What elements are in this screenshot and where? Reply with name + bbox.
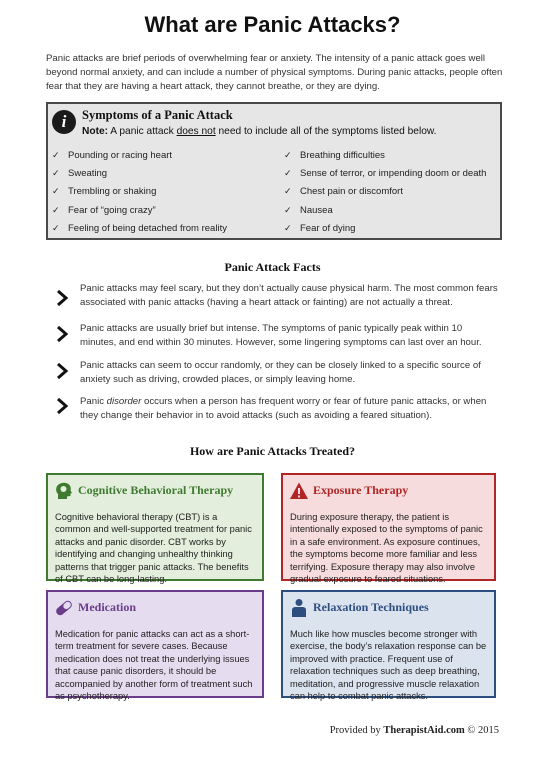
symptom-item: [284, 168, 486, 186]
intro-paragraph: Panic attacks are brief periods of overwhelming fear or anxiety. The intensity of a panic attack goes well beyond normal anxiety, and can include a number of physical symptoms. During panic attacks, people often fear that they are having a heart attack, they cannot breathe, or they are dying.: [46, 53, 503, 92]
symptom-label: Sweating: [68, 168, 108, 180]
symptom-label: Chest pain or discomfort: [300, 186, 403, 198]
fact-text: Panic attacks can seem to occur randomly, or they can be closely linked to a specific source of anxiety such as driving, crowded places, or simply leaving home.: [80, 360, 481, 385]
fact-text: Panic attacks are usually brief but intense. The symptoms of panic typically peak within 10 minutes, and end within 30 minutes. However, some lingering symptoms can last over an hour.: [80, 323, 482, 348]
symptom-item: [284, 223, 486, 241]
fact-item: [80, 395, 500, 423]
treatments-title: How are Panic Attacks Treated?: [189, 444, 356, 458]
fact-text: Panic attacks may feel scary, but they don’t actually cause physical harm. The most common fears associated with panic attacks (having a heart attack or fainting) are not actually a threat.: [80, 283, 498, 308]
symptom-label: Nausea: [300, 204, 333, 216]
symptoms-left-column: [52, 150, 227, 241]
symptom-label: Breathing difficulties: [300, 150, 385, 161]
check-icon: ✓: [284, 222, 292, 233]
fact-text-end: occurs when a person has frequent worry or fear of future panic attacks, or when they change their behavior in to avoid attacks (such as avoiding a feared situation).: [80, 396, 487, 421]
fact-text: Panic: [80, 396, 107, 407]
footer-suffix: © 2015: [464, 725, 499, 736]
cbt-heading: Cognitive Behavioral Therapy: [78, 483, 234, 497]
check-icon: ✓: [284, 186, 292, 197]
check-icon: ✓: [52, 168, 60, 179]
exposure-heading: Exposure Therapy: [313, 483, 409, 497]
warning-icon: [289, 481, 309, 501]
relaxation-heading: Relaxation Techniques: [313, 600, 429, 614]
fact-item: [80, 282, 500, 310]
fact-item: [80, 322, 500, 350]
symptom-label: Feeling of being detached from reality: [68, 222, 227, 234]
footer-brand: TherapistAid.com: [383, 725, 465, 736]
check-icon: ✓: [284, 150, 292, 160]
note-text-end: need to include all of the symptoms listed below.: [215, 126, 437, 137]
chevron-right-icon: [54, 325, 70, 343]
symptoms-box: [46, 102, 502, 240]
symptom-label: Trembling or shaking: [68, 186, 157, 198]
check-icon: ✓: [52, 150, 60, 160]
medication-card: [46, 590, 264, 702]
chevron-right-icon: [54, 397, 70, 415]
exposure-body: During exposure therapy, the patient is intentionally exposed to the symptoms of panic in a safe environment. As exposure continues, the symptoms become more familiar and less terrifying. Exposure therapy may also involve gradual exposure to feared situations.: [290, 512, 483, 585]
check-icon: ✓: [284, 168, 292, 179]
symptom-item: [284, 205, 486, 223]
symptom-label: Pounding or racing heart: [68, 150, 173, 161]
medication-heading: Medication: [78, 600, 136, 614]
symptom-item: [52, 168, 227, 186]
symptoms-title: Symptoms of a Panic Attack: [82, 108, 233, 122]
symptom-item: [52, 205, 227, 223]
footer-prefix: Provided by: [329, 725, 384, 736]
check-icon: ✓: [284, 204, 292, 215]
note-label: Note:: [82, 126, 109, 137]
info-icon: i: [52, 110, 76, 134]
pill-icon: [54, 598, 74, 618]
symptoms-right-column: [284, 150, 486, 241]
exposure-therapy-card: [281, 473, 496, 585]
head-icon: [54, 481, 74, 501]
cbt-card: [46, 473, 264, 585]
symptom-label: Sense of terror, or impending doom or death: [300, 168, 487, 180]
check-icon: ✓: [52, 222, 60, 233]
symptom-item: [284, 186, 486, 204]
facts-title: Panic Attack Facts: [224, 260, 321, 274]
person-icon: [289, 598, 309, 618]
relaxation-card: [281, 590, 496, 702]
note-emphasis: does not: [176, 126, 216, 137]
check-icon: ✓: [52, 204, 60, 215]
note-text-start: A panic attack: [108, 126, 177, 137]
symptom-item: [52, 186, 227, 204]
chevron-right-icon: [54, 289, 70, 307]
symptom-item: [52, 150, 227, 168]
fact-emphasis: disorder: [106, 396, 142, 407]
symptom-item: [284, 150, 486, 168]
chevron-right-icon: [54, 362, 70, 380]
relaxation-body: Much like how muscles become stronger with exercise, the body’s relaxation response can be improved with practice. Frequent use of relaxation techniques such as deep breathing, meditation, and progressive muscle relaxation can help to combat panic attacks.: [290, 629, 487, 702]
symptom-label: Fear of “going crazy”: [68, 204, 156, 216]
symptoms-note: [82, 126, 437, 137]
fact-item: [80, 359, 500, 387]
medication-body: Medication for panic attacks can act as a short-term treatment for severe cases. Because medication does not treat the underlying issues that cause panic disorders, it should be accompanied by another form of treatment such as psychotherapy.: [55, 629, 253, 702]
page-title: What are Panic Attacks?: [144, 12, 401, 37]
check-icon: ✓: [52, 186, 60, 197]
footer-credit: [330, 725, 499, 736]
cbt-body: Cognitive behavioral therapy (CBT) is a common and well-supported treatment for panic attacks and panic disorder. CBT works by identifying and changing unhealthy thinking patterns that trigger panic attacks. The benefits of CBT can be long-lasting.: [55, 512, 252, 585]
symptom-label: Fear of dying: [300, 222, 356, 234]
symptom-item: [52, 223, 227, 241]
